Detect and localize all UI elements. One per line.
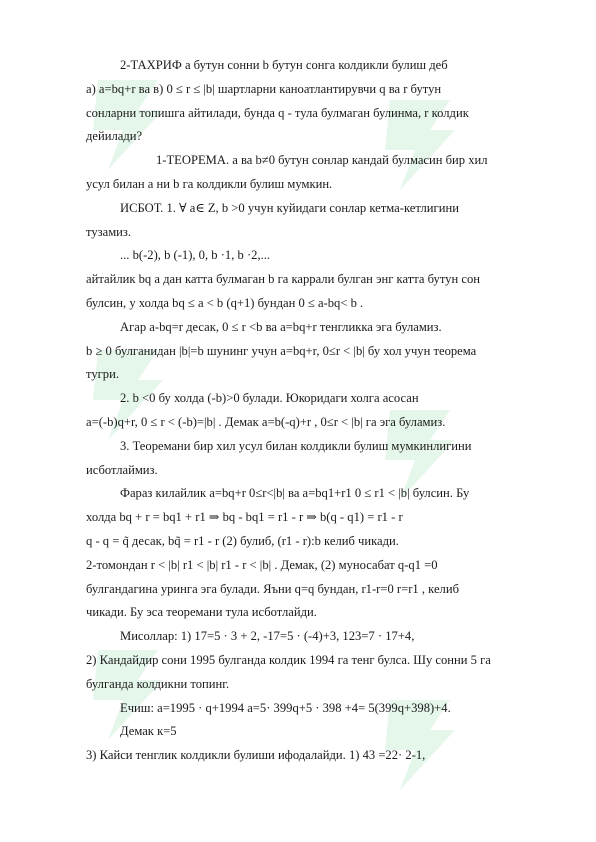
- text-line: исботлаймиз.: [86, 462, 158, 477]
- text-line: 3. Теоремани бир хил усул билан колдикли булиш мумкинлигини: [120, 438, 472, 453]
- text-line: 2. b <0 бу холда (-b)>0 булади. Юкоридаги холга асосан: [120, 391, 419, 406]
- text-line: булгандагина уринга эга булади. Яъни q=q бундан, r1-r=0 r=r1 , келиб: [86, 581, 459, 596]
- text-line: булсин, у холда bq ≤ a < b (q+1) бундан 0 ≤ a-bq< b .: [86, 295, 364, 310]
- text-line: 2-томондан r < |b| r1 < |b| r1 - r < |b| . Демак, (2) муносабат q-q1 =0: [86, 557, 438, 572]
- proof-line: ИСБОТ. 1. ∀ a∈ Z, b >0 учун куйидаги сонлар кетма-кетлигини: [120, 200, 459, 215]
- text-line: a=(-b)q+r, 0 ≤ r < (-b)=|b| . Демак a=b(-q)+r , 0≤r < |b| га эга буламиз.: [86, 414, 446, 429]
- text-line: сонларни топишга айтилади, бунда q - тула булмаган булинма, r колдик: [86, 105, 469, 120]
- definition-heading-line: 2-ТАХРИФ a бутун сонни b бутун сонга колдикли булиш деб: [120, 58, 448, 72]
- theorem-heading-line: 1-ТЕОРЕМА. a ва b≠0 бутун сонлар кандай булмасин бир хил: [156, 153, 488, 168]
- text-line: чикади. Бу эса теоремани тула исботлайди.: [86, 605, 317, 620]
- text-line: Агар a-bq=r десак, 0 ≤ r <b ва a=bq+r тенгликка эга буламиз.: [120, 319, 442, 334]
- text-line: Демак к=5: [120, 724, 177, 739]
- text-line: дейилади?: [86, 129, 143, 144]
- text-line: а) a=bq+r ва в) 0 ≤ r ≤ |b| шартларни каноатлантирувчи q ва r бутун: [86, 81, 442, 96]
- text-line: усул билан a ни b га колдикли булиш мумкин.: [86, 176, 333, 191]
- equation-line: холда bq + r = bq1 + r1 ⇒ bq - bq1 = r1 - r ⇒ b(q - q1) = r1 - r: [86, 510, 403, 525]
- text-line: b ≥ 0 булганидан |b|=b шунинг учун a=bq+r, 0≤r < |b| бу хол учун теорема: [86, 343, 477, 358]
- text-line: булганда колдикни топинг.: [86, 676, 230, 691]
- solution-line: Ечиш: a=1995 · q+1994 a=5· 399q+5 · 398 +4= 5(399q+398)+4.: [120, 700, 451, 715]
- text-line: Фараз килайлик a=bq+r 0≤r<|b| ва a=bq1+r1 0 ≤ r1 < |b| булсин. Бу: [120, 486, 470, 501]
- examples-line: Мисоллар: 1) 17=5 · 3 + 2, -17=5 · (-4)+3, 123=7 · 17+4,: [120, 629, 415, 644]
- sequence-line: ... b(-2), b (-1), 0, b ·1, b ·2,...: [120, 248, 271, 263]
- text-line: тугри.: [86, 367, 119, 382]
- text-line: тузамиз.: [86, 224, 132, 239]
- text-line: 3) Кайси тенглик колдикли булиши ифодалайди. 1) 43 =22· 2-1,: [86, 748, 426, 763]
- equation-line: q - q = q̃ десак, bq̃ = r1 - r (2) булиб, (r1 - r):b келиб чикади.: [86, 533, 399, 548]
- text-line: айтайлик bq a дан катта булмаган b га каррали булган энг катта бутун сон: [86, 272, 480, 287]
- document-page: [86, 54, 542, 768]
- text-line: 2) Кандайдир сони 1995 булганда колдик 1994 га тенг булса. Шу сонни 5 га: [86, 652, 491, 667]
